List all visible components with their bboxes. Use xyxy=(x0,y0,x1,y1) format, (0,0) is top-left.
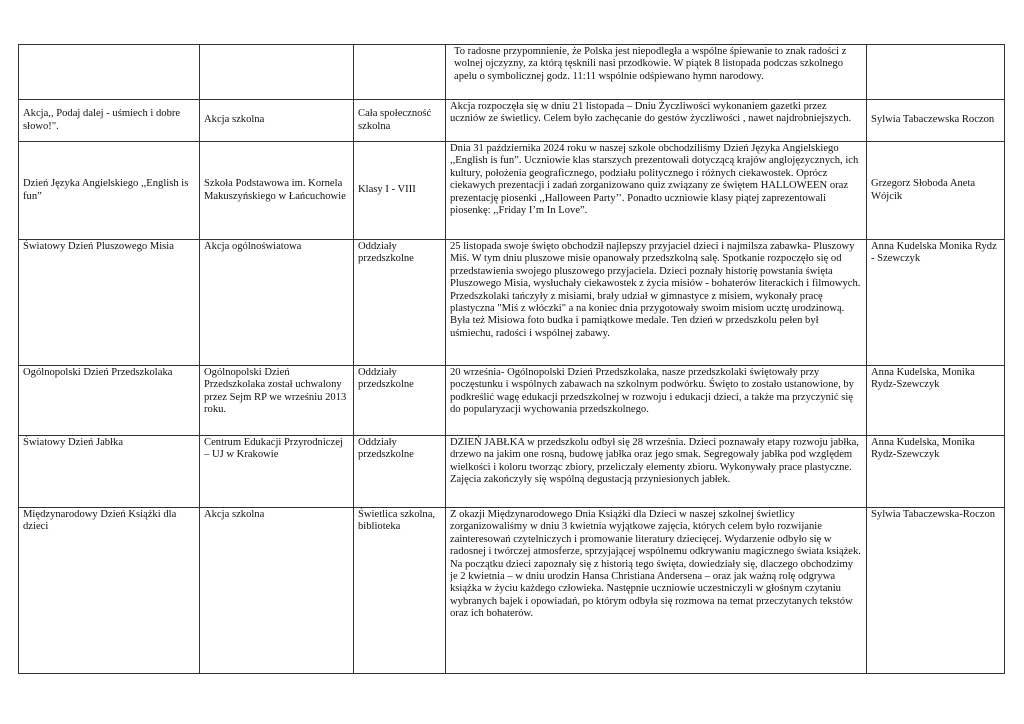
description-cell: Dnia 31 października 2024 roku w naszej szkole obchodziliśmy Dzień Języka Angielskiego ,,English is fun”. Uczniowie klas starszych prezentowali dotyczącą krajów anglojęzycznych, ich kultury, położenia geograficznego, podziału politycznego i różnych ciekawostek. Oprócz ciekawych prezentacji i zadań zorganizowano quiz związany ze świętem HALLOWEEN oraz prezentację piosenki ,,Halloween Party’’. Ponadto uczniowie klasy piątej zaprezentowali piosenkę: ,,Friday I’m In Love”. xyxy=(446,142,867,240)
responsible-cell: Anna Kudelska, Monika Rydz-Szewczyk xyxy=(867,436,1005,508)
table-row xyxy=(19,142,1005,240)
organizer-cell: Ogólnopolski Dzień Przedszkolaka został uchwalony przez Sejm RP we wrześniu 2013 roku. xyxy=(200,366,354,436)
description-paragraph: Na początku dzieci zapoznały się z historią tego święta, dowiedziały się, dlaczego obchodzimy je 2 kwietnia – w dniu urodzin Hansa Christiana Andersena – oraz jak ważną rolę odgrywa książka w życiu każdego człowieka. Następnie uczniowie uczestniczyli w głośnym czytaniu wybranych bajek i opowiadań, po którym odbyła się rozmowa na temat przeczytanych tekstów oraz ich bohaterów. xyxy=(450,558,853,620)
events-table xyxy=(18,44,1005,674)
organizer-cell: Akcja ogólnoświatowa xyxy=(200,240,354,366)
table-row xyxy=(19,508,1005,674)
description-cell xyxy=(446,508,867,674)
audience-cell xyxy=(354,45,446,100)
audience-cell: Oddziały przedszkolne xyxy=(354,436,446,508)
responsible-cell: Anna Kudelska, Monika Rydz-Szewczyk xyxy=(867,366,1005,436)
event-name-cell: Ogólnopolski Dzień Przedszkolaka xyxy=(19,366,200,436)
event-name-cell: Międzynarodowy Dzień Książki dla dzieci xyxy=(19,508,200,674)
audience-cell: Oddziały przedszkolne xyxy=(354,240,446,366)
responsible-cell: Sylwia Tabaczewska-Roczon xyxy=(867,508,1005,674)
description-cell: 20 września- Ogólnopolski Dzień Przedszkolaka, nasze przedszkolaki świętowały przy poczęstunku i wspólnych zabawach na szkolnym podwórku. Święto to zostało ustanowione, by podkreślić wagę edukacji przedszkolnej w rozwoju i edukacji dzieci, a także ma przyczynić się do popularyzacji wychowania przedszkolnego. xyxy=(446,366,867,436)
description-cell: To radosne przypomnienie, że Polska jest niepodległa a wspólne śpiewanie to znak radości z wolnej ojczyzny, za którą tęsknili nasi przodkowie. W piątek 8 listopada podczas szkolnego apelu o symbolicznej godz. 11:11 wspólnie odśpiewano hymn narodowy. xyxy=(446,45,867,100)
organizer-cell: Akcja szkolna xyxy=(200,508,354,674)
responsible-cell: Grzegorz Słoboda Aneta Wójcik xyxy=(867,142,1005,240)
event-name-cell: Światowy Dzień Pluszowego Misia xyxy=(19,240,200,366)
description-cell: 25 listopada swoje święto obchodził najlepszy przyjaciel dzieci i najmilsza zabawka- Pluszowy Miś. W tym dniu pluszowe misie opanowały przedszkolną salę. Spotkanie rozpoczęło się od przedstawienia swojego pluszowego przyjaciela. Dzieci poznały historię powstania święta Pluszowego Misia, wysłuchały ciekawostek z życia misiów - bohaterów literackich i filmowych. Przedszkolaki tańczyły z misiami, brały udział w gimnastyce z misiem, wykonały pracę plastyczna "Miś z włóczki" a na koniec dnia przygotowały swoim misiom ucztę urodzinową. Była też Misiowa foto budka i pamiątkowe medale. Ten dzień w przedszkolu pełen był uśmiechu, radości i wspólnej zabawy. xyxy=(446,240,867,366)
description-paragraph: Z okazji Międzynarodowego Dnia Książki dla Dzieci w naszej szkolnej świetlicy zorganizowaliśmy w dniu 3 kwietnia wyjątkowe zajęcia, których celem było rozwijanie zainteresowań czytelniczych i promowanie literatury dziecięcej. Wydarzenie odbyło się w radosnej i twórczej atmosferze, sprzyjającej wspólnemu odkrywaniu magicznego świata książek. xyxy=(450,509,861,558)
audience-cell: Świetlica szkolna, biblioteka xyxy=(354,508,446,674)
event-name-cell: Akcja,, Podaj dalej - uśmiech i dobre słowo!". xyxy=(19,100,200,142)
event-name-cell xyxy=(19,45,200,100)
table-row xyxy=(19,436,1005,508)
organizer-cell: Akcja szkolna xyxy=(200,100,354,142)
table-row xyxy=(19,366,1005,436)
responsible-cell: Anna Kudelska Monika Rydz - Szewczyk xyxy=(867,240,1005,366)
table-row xyxy=(19,240,1005,366)
table-row xyxy=(19,45,1005,100)
description-cell: DZIEŃ JABŁKA w przedszkolu odbył się 28 września. Dzieci poznawały etapy rozwoju jabłka, drzewo na jakim one rosną, budowę jabłka oraz jego smak. Segregowały jabłka pod względem wielkości i koloru tworząc zbiory, przeliczały elementy zbioru. Wykonywały prace plastyczne. Zajęcia zakończyły się wspólną degustacją przyniesionych jabłek. xyxy=(446,436,867,508)
organizer-cell: Szkoła Podstawowa im. Kornela Makuszyńskiego w Łańcuchowie xyxy=(200,142,354,240)
audience-cell: Cała społeczność szkolna xyxy=(354,100,446,142)
responsible-cell xyxy=(867,45,1005,100)
responsible-cell: Sylwia Tabaczewska Roczon xyxy=(867,100,1005,142)
audience-cell: Oddziały przedszkolne xyxy=(354,366,446,436)
event-name-cell: Dzień Języka Angielskiego ,,English is fun” xyxy=(19,142,200,240)
event-name-cell: Światowy Dzień Jabłka xyxy=(19,436,200,508)
description-cell: Akcja rozpoczęła się w dniu 21 listopada – Dniu Życzliwości wykonaniem gazetki przez uczniów ze świetlicy. Celem było zachęcanie do gestów życzliwości , nawet najdrobniejszych. xyxy=(446,100,867,142)
organizer-cell xyxy=(200,45,354,100)
audience-cell: Klasy I - VIII xyxy=(354,142,446,240)
organizer-cell: Centrum Edukacji Przyrodniczej – UJ w Krakowie xyxy=(200,436,354,508)
table-row xyxy=(19,100,1005,142)
